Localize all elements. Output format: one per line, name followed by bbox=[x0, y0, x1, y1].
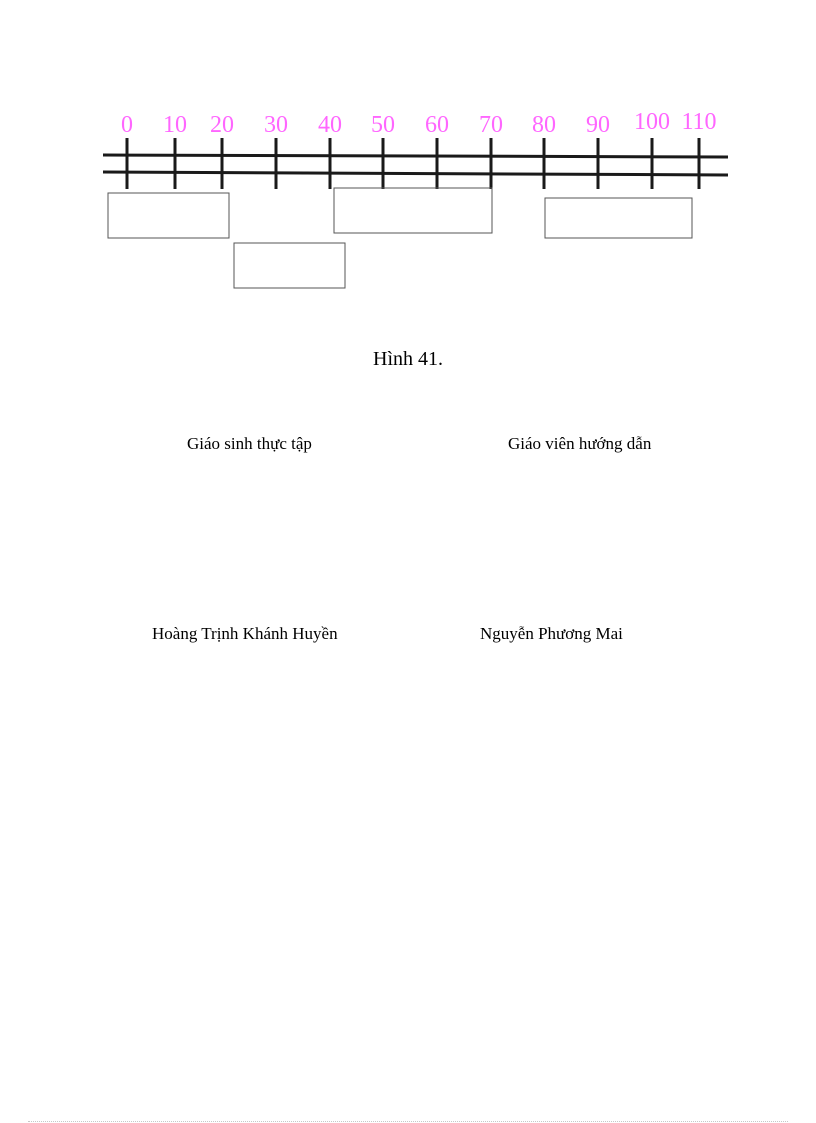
number-line-upper bbox=[103, 155, 728, 157]
tick-label-60: 60 bbox=[425, 112, 449, 138]
left-signature-name: Hoàng Trịnh Khánh Huyền bbox=[152, 624, 338, 643]
answer-box-3 bbox=[334, 188, 492, 233]
answer-box-2 bbox=[234, 243, 345, 288]
tick-label-90: 90 bbox=[586, 112, 610, 138]
number-line-lower bbox=[103, 172, 728, 175]
tick-label-0: 0 bbox=[121, 112, 133, 138]
tick-label-80: 80 bbox=[532, 112, 556, 138]
answer-box-4 bbox=[545, 198, 692, 238]
tick-label-70: 70 bbox=[479, 112, 503, 138]
right-signature-name: Nguyễn Phương Mai bbox=[480, 624, 623, 643]
tick-label-50: 50 bbox=[371, 112, 395, 138]
tick-label-100: 100 bbox=[634, 109, 670, 135]
tick-label-30: 30 bbox=[264, 112, 288, 138]
figure-caption: Hình 41. bbox=[373, 348, 443, 370]
number-line-figure bbox=[0, 0, 816, 300]
ticks-group bbox=[127, 138, 699, 189]
left-signature-role: Giáo sinh thực tập bbox=[187, 434, 312, 453]
tick-labels-group bbox=[121, 109, 717, 138]
right-signature-role: Giáo viên hướng dẫn bbox=[508, 434, 652, 453]
answer-box-1 bbox=[108, 193, 229, 238]
tick-label-20: 20 bbox=[210, 112, 234, 138]
tick-label-110: 110 bbox=[681, 109, 717, 135]
tick-label-40: 40 bbox=[318, 112, 342, 138]
tick-label-10: 10 bbox=[163, 112, 187, 138]
page-bottom-rule bbox=[28, 1121, 788, 1122]
